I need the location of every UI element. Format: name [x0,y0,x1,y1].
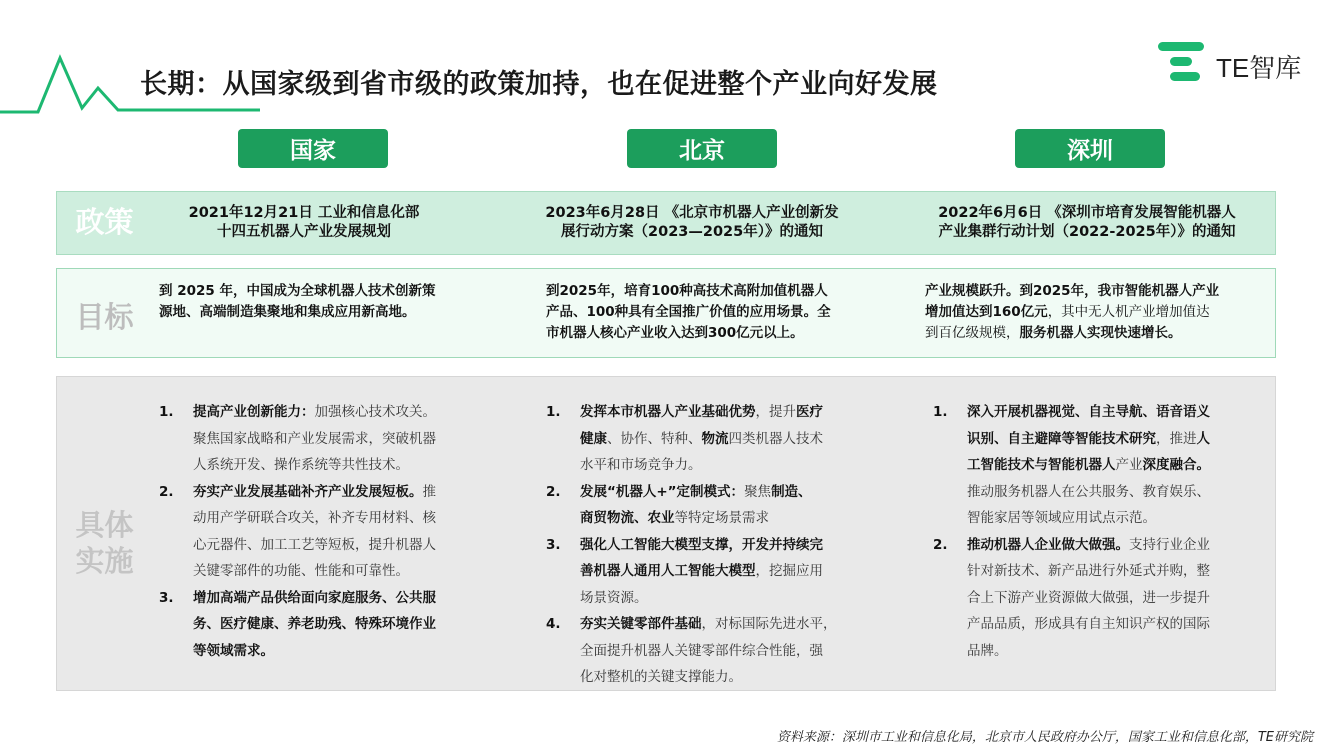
policy-line: 十四五机器人产业发展规划 [217,224,391,240]
column-header-shenzhen: 深圳 [1015,129,1165,168]
text-line [967,426,1258,453]
logo-text: TE智库 [1216,53,1302,83]
text-segment: ，提升 [755,404,796,420]
policy-cell-beijing [517,204,867,242]
text-segment: 产业 [1115,457,1143,473]
text-segment: 健康 [580,430,607,447]
item-body [967,532,1258,665]
text-segment: 水平和市场竞争力。 [580,457,702,473]
row-label-implementation [57,507,152,579]
page-title: 长期：从国家级到省市级的政策加持，也在促进整个产业向好发展 [140,69,938,100]
text-line [193,505,479,532]
text-segment: 场景资源。 [580,589,648,606]
text-segment: 四类机器人技术 [728,430,823,447]
text-segment: 产品品质，形成具有自主知识产权的国际 [967,616,1210,632]
text-segment: 夯实关键零部件基础 [580,616,702,632]
text-line [193,399,479,426]
text-line [193,426,479,453]
policy-row [56,191,1276,255]
text-line [546,281,876,302]
text-segment: 聚焦国家战略和产业发展需求，突破机器 [193,430,436,447]
implementation-item [159,399,479,479]
text-segment: 发挥本市机器人产业基础优势 [580,404,756,420]
implementation-item [933,532,1258,665]
text-segment: 增加值达到160亿元 [925,304,1048,320]
text-segment: ，推进 [1156,430,1197,447]
text-line [580,558,871,585]
text-segment: 关键零部件的功能、性能和可靠性。 [193,563,409,579]
row-label-goal: 目标 [75,300,134,334]
item-body [193,585,479,665]
text-line [580,505,871,532]
text-line [967,532,1258,559]
text-segment: 聚焦 [744,483,772,500]
implementation-list-national [159,399,479,664]
text-segment: 人 [1196,430,1210,447]
text-line [967,585,1258,612]
text-line [967,479,1258,506]
text-segment: 针对新技术、新产品进行外延式并购，整 [967,563,1210,579]
item-body [193,479,479,585]
source-note: 资料来源：深圳市工业和信息化局，北京市人民政府办公厅，国家工业和信息化部，TE研究院 [776,730,1313,745]
text-segment: 等领域需求。 [193,642,274,659]
text-segment: 品牌。 [967,642,1008,659]
text-line [193,452,479,479]
text-segment: ，其中无人机产业增加值达 [1047,304,1210,320]
text-line [967,399,1258,426]
text-line [925,302,1265,323]
text-segment: 推动机器人企业做大做强。 [967,536,1129,553]
text-line [580,426,871,453]
column-header-beijing: 北京 [627,129,777,168]
goal-cell-national [159,281,479,323]
text-segment: 人系统开发、操作系统等共性技术。 [193,457,409,473]
policy-line: 2021年12月21日 工业和信息化部 [188,205,420,221]
implementation-item [159,479,479,585]
item-number: 3. [546,536,561,553]
text-line [546,323,876,344]
row-label-policy: 政策 [75,205,134,239]
item-body [580,611,871,691]
text-line [580,638,871,665]
text-segment: 合上下游产业资源做大做强，进一步提升 [967,589,1210,606]
text-segment: 化对整机的关键支撑能力。 [580,669,742,685]
text-segment: 产业规模跃升。到2025年，我市智能机器人产业 [925,283,1220,299]
item-number: 4. [546,616,561,632]
text-segment: 识别、自主避障等智能技术研究 [967,430,1156,447]
implementation-list-beijing [546,399,871,691]
item-body [580,479,871,532]
row-label-line: 具体 [75,508,134,542]
text-line [580,479,871,506]
implementation-item [546,611,871,691]
text-line [159,302,479,323]
text-segment: ，挖掘应用 [755,563,823,579]
text-segment: 到2025年，培育100种高技术高附加值机器人 [546,283,828,299]
implementation-item [933,399,1258,532]
implementation-item [546,532,871,612]
item-number: 1. [159,404,174,420]
text-line [193,638,479,665]
item-number: 2. [546,483,561,500]
text-line [580,664,871,691]
implementation-item [159,585,479,665]
text-segment: 发展“机器人+”定制模式： [580,483,745,500]
text-segment: 深入开展机器视觉、自主导航、语音语义 [967,404,1210,420]
policy-line: 2022年6月6日 《深圳市培育发展智能机器人 [938,205,1236,221]
text-segment: 加强核心技术攻关。 [314,404,436,420]
text-segment: 心元器件、加工工艺等短板，提升机器人 [193,536,436,553]
text-segment: 产品、100种具有全国推广价值的应用场景。全 [546,304,831,320]
text-segment: 善机器人通用人工智能大模型 [580,563,756,579]
text-line [967,611,1258,638]
policy-cell-shenzhen [907,204,1267,242]
text-line [159,281,479,302]
item-number: 3. [159,589,174,606]
item-body [967,399,1258,532]
text-segment: 推动服务机器人在公共服务、教育娱乐、 [967,483,1210,500]
text-line [193,479,479,506]
text-segment: ，对标国际先进水平， [701,616,837,632]
text-line [193,585,479,612]
text-segment: 推 [422,483,436,500]
text-line [967,558,1258,585]
text-segment: 医疗 [796,404,823,420]
implementation-item [546,399,871,479]
text-segment: 市机器人核心产业收入达到300亿元以上。 [546,325,804,341]
text-segment: 物流 [701,430,729,447]
text-segment: 增加高端产品供给面向家庭服务、公共服 [193,589,436,606]
text-segment: 到百亿级规模， [925,325,1020,341]
text-segment: 到 2025 年，中国成为全球机器人技术创新策 [159,283,436,299]
implementation-row [56,376,1276,691]
text-line [967,505,1258,532]
logo-mark-icon [1158,42,1208,84]
text-segment: 工智能技术与智能机器人 [967,457,1116,473]
item-body [580,532,871,612]
text-line [193,532,479,559]
text-segment: 深度融合。 [1142,457,1210,473]
text-segment: 全面提升机器人关键零部件综合性能，强 [580,642,823,659]
text-line [580,585,871,612]
item-body [193,399,479,479]
text-line [580,399,871,426]
text-segment: 务、医疗健康、养老助残、特殊环境作业 [193,616,436,632]
policy-line: 产业集群行动计划（2022-2025年）》的通知 [938,224,1236,240]
text-line [967,638,1258,665]
text-line [925,323,1265,344]
row-label-line: 实施 [75,544,134,578]
text-segment: 制造、 [771,483,812,500]
implementation-item [546,479,871,532]
te-logo [1158,40,1308,86]
text-segment: 夯实产业发展基础补齐产业发展短板。 [193,483,423,500]
item-number: 2. [159,483,174,500]
text-segment: 强化人工智能大模型支撑，开发并持续完 [580,536,823,553]
text-segment: 商贸物流、农业 [580,510,675,526]
text-segment: 、协作、特种、 [607,430,702,447]
text-line [580,611,871,638]
text-line [580,532,871,559]
item-number: 1. [546,404,561,420]
text-line [546,302,876,323]
text-line [967,452,1258,479]
column-header-national: 国家 [238,129,388,168]
item-number: 2. [933,536,948,553]
item-body [580,399,871,479]
implementation-list-shenzhen [933,399,1258,664]
text-segment: 服务机器人实现快速增长。 [1019,325,1182,341]
text-segment: 动用产学研联合攻关，补齐专用材料、核 [193,510,436,526]
text-line [193,611,479,638]
text-line [925,281,1265,302]
text-line [580,452,871,479]
policy-line: 展行动方案（2023—2025年）》的通知 [561,224,823,240]
text-segment: 等特定场景需求 [674,510,769,526]
text-segment: 支持行业企业 [1129,536,1210,553]
item-number: 1. [933,404,948,420]
text-segment: 智能家居等领域应用试点示范。 [967,510,1156,526]
text-line [193,558,479,585]
text-segment: 源地、高端制造集聚地和集成应用新高地。 [159,304,416,320]
policy-cell-national [159,204,449,242]
goal-cell-beijing [546,281,876,344]
goal-cell-shenzhen [925,281,1265,344]
text-segment: 提高产业创新能力： [193,404,315,420]
policy-line: 2023年6月28日 《北京市机器人产业创新发 [545,205,839,221]
goal-row [56,268,1276,358]
